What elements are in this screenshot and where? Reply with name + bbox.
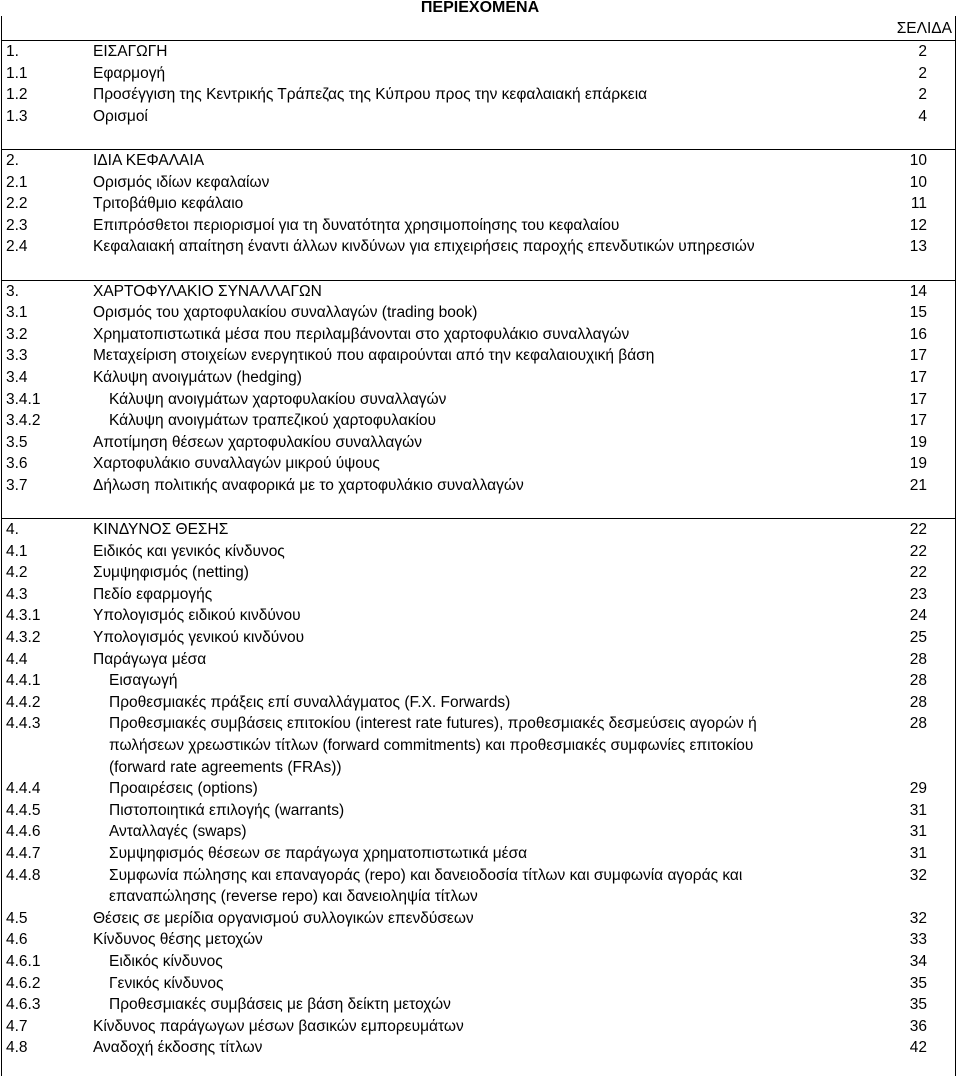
toc-entry-number: 3.5 xyxy=(6,433,28,451)
toc-entry-number: 4.8 xyxy=(6,1039,28,1057)
toc-entry-number: 4.6 xyxy=(6,931,28,949)
toc-entry-row[interactable] xyxy=(2,453,955,475)
toc-entry-number: 3.4.1 xyxy=(6,390,41,408)
toc-entry-page: 21 xyxy=(909,476,927,494)
toc-entry-page: 33 xyxy=(909,931,927,949)
toc-entry-label: Αναδοχή έκδοσης τίτλων xyxy=(93,1039,263,1057)
toc-entry-number: 4.7 xyxy=(6,1017,28,1035)
toc-entry-number: 4.6.3 xyxy=(6,996,41,1014)
toc-entry-row[interactable] xyxy=(2,410,955,432)
toc-entry-page: 29 xyxy=(909,780,927,798)
toc-entry-page: 23 xyxy=(909,585,927,603)
toc-entry-label: Συμψηφισμός (netting) xyxy=(93,564,249,582)
toc-entry-label: Αποτίμηση θέσεων χαρτοφυλακίου συναλλαγών xyxy=(93,433,422,451)
toc-entry-number: 4.4.2 xyxy=(6,693,41,711)
toc-entry-label: Κίνδυνος παράγωγων μέσων βασικών εμπορευμάτων xyxy=(93,1017,464,1035)
toc-entry-number: 4.4.1 xyxy=(6,672,41,690)
toc-entry-row[interactable] xyxy=(2,215,955,237)
toc-entry-label: Δήλωση πολιτικής αναφορικά με το χαρτοφυλάκιο συναλλαγών xyxy=(93,476,524,494)
toc-entry-row[interactable] xyxy=(2,562,955,584)
toc-entry-row[interactable] xyxy=(2,670,955,692)
toc-entry-row[interactable] xyxy=(2,951,955,973)
toc-entry-page: 16 xyxy=(909,325,927,343)
toc-entry-row[interactable] xyxy=(2,605,955,627)
toc-entry-page: 36 xyxy=(909,1017,927,1035)
toc-entry-row[interactable] xyxy=(2,713,955,778)
toc-entry-label: Προθεσμιακές συμβάσεις με βάση δείκτη μετοχών xyxy=(109,996,451,1014)
toc-entry-label: Ορισμοί xyxy=(93,107,148,125)
toc-entry-page: 19 xyxy=(909,455,927,473)
toc-entry-row[interactable] xyxy=(2,432,955,454)
toc-entry-label: Χρηματοπιστωτικά μέσα που περιλαμβάνονται στο χαρτοφυλάκιο συναλλαγών xyxy=(93,325,630,343)
toc-entry-number: 3.3 xyxy=(6,347,28,365)
toc-entry-label: ΚΙΝΔΥΝΟΣ ΘΕΣΗΣ xyxy=(93,521,229,539)
toc-entry-number: 1.2 xyxy=(6,86,28,104)
toc-entry-row[interactable] xyxy=(2,584,955,606)
toc-entry-row[interactable] xyxy=(2,994,955,1016)
toc-entry-number: 4.5 xyxy=(6,909,28,927)
toc-entry-page: 32 xyxy=(909,909,927,927)
toc-entry-row[interactable] xyxy=(2,843,955,865)
toc-entry-page: 25 xyxy=(909,629,927,647)
toc-entry-row[interactable] xyxy=(2,649,955,671)
toc-entry-number: 4.1 xyxy=(6,542,28,560)
page-column-header: ΣΕΛΙΔΑ xyxy=(896,20,952,37)
toc-entry-page: 2 xyxy=(918,43,927,60)
toc-entry-page: 12 xyxy=(909,216,927,234)
toc-entry-page: 17 xyxy=(909,347,927,365)
toc-entry-row[interactable] xyxy=(2,84,955,106)
toc-entry-label: Προσέγγιση της Κεντρικής Τράπεζας της Κύπρου προς την κεφαλαιακή επάρκεια xyxy=(93,86,648,104)
toc-entry-row[interactable] xyxy=(2,236,955,258)
toc-entry-number: 2.2 xyxy=(6,195,28,213)
toc-entry-page: 31 xyxy=(909,823,927,841)
toc-entry-page: 2 xyxy=(918,64,927,82)
toc-entry-number: 2.3 xyxy=(6,216,28,234)
toc-entry-page: 42 xyxy=(909,1039,927,1057)
toc-entry-page: 10 xyxy=(909,151,927,169)
toc-entry-label: Προαιρέσεις (options) xyxy=(109,780,258,798)
toc-entry-row[interactable] xyxy=(2,324,955,346)
toc-entry-number: 1.3 xyxy=(6,107,28,125)
toc-entry-number: 4.4.4 xyxy=(6,780,41,798)
toc-entry-number: 4.4 xyxy=(6,650,28,668)
toc-entry-row[interactable] xyxy=(2,1016,955,1038)
toc-entry-page: 35 xyxy=(909,996,927,1014)
toc-entry-label: Εφαρμογή xyxy=(93,64,166,82)
toc-entry-number: 3.6 xyxy=(6,455,28,473)
toc-entry-page: 22 xyxy=(909,521,927,539)
toc-entry-row[interactable] xyxy=(2,63,955,85)
toc-entry-page: 17 xyxy=(909,412,927,430)
toc-entry-page: 31 xyxy=(909,801,927,819)
toc-entry-row[interactable] xyxy=(2,865,955,908)
toc-entry-label: Εισαγωγή xyxy=(109,672,178,690)
toc-gap xyxy=(2,258,955,280)
toc-entry-label: Ειδικός κίνδυνος xyxy=(109,952,223,970)
toc-entry-label: Πιστοποιητικά επιλογής (warrants) xyxy=(109,801,345,819)
toc-section-row[interactable] xyxy=(2,149,955,172)
toc-entry-label: Κάλυψη ανοιγμάτων τραπεζικού χαρτοφυλακίου xyxy=(109,412,436,430)
toc-entry-number: 4.4.7 xyxy=(6,844,41,862)
toc-entry-page: 17 xyxy=(909,368,927,386)
toc-entry-page: 10 xyxy=(909,173,927,191)
toc-entry-page: 15 xyxy=(909,304,927,322)
toc-section-row[interactable] xyxy=(2,40,955,63)
toc-entry-label: Ορισμός του χαρτοφυλακίου συναλλαγών (trading book) xyxy=(93,304,478,322)
toc-entry-row[interactable] xyxy=(2,541,955,563)
toc-entry-row[interactable] xyxy=(2,800,955,822)
toc-entry-page: 31 xyxy=(909,844,927,862)
toc-entry-row[interactable] xyxy=(2,1037,955,1059)
toc-entry-row[interactable] xyxy=(2,367,955,389)
toc-entry-row[interactable] xyxy=(2,692,955,714)
toc-entry-label: Υπολογισμός γενικού κινδύνου xyxy=(93,629,305,647)
toc-entry-label: ΧΑΡΤΟΦΥΛΑΚΙΟ ΣΥΝΑΛΛΑΓΩΝ xyxy=(93,282,322,300)
toc-entry-page: 22 xyxy=(909,542,927,560)
toc-entry-page: 28 xyxy=(909,715,927,733)
toc-entry-page: 17 xyxy=(909,390,927,408)
toc-entry-number: 3.4.2 xyxy=(6,412,41,430)
toc-entry-label: Προθεσμιακές πράξεις επί συναλλάγματος (F.X. Forwards) xyxy=(109,693,511,711)
toc-entry-label: Παράγωγα μέσα xyxy=(93,650,207,668)
toc-entry-row[interactable] xyxy=(2,929,955,951)
toc-entry-page: 11 xyxy=(910,195,927,213)
toc-entry-label: Κεφαλαιακή απαίτηση έναντι άλλων κινδύνων για επιχειρήσεις παροχής επενδυτικών υπηρεσιών xyxy=(93,238,755,256)
toc-entry-row[interactable] xyxy=(2,302,955,324)
toc-entry-number: 4.4.3 xyxy=(6,715,41,733)
toc-entry-number: 3.7 xyxy=(6,476,28,494)
toc-entry-number: 2. xyxy=(6,151,19,169)
toc-entry-row[interactable] xyxy=(2,973,955,995)
toc-gap xyxy=(2,496,955,518)
toc-entry-label: Κάλυψη ανοιγμάτων χαρτοφυλακίου συναλλαγών xyxy=(109,390,447,408)
toc-entry-row[interactable] xyxy=(2,627,955,649)
toc-entry-label: ΙΔΙΑ ΚΕΦΑΛΑΙΑ xyxy=(93,151,205,169)
toc-entry-label: Ανταλλαγές (swaps) xyxy=(109,823,247,841)
toc-entry-label: Τριτοβάθμιο κεφάλαιο xyxy=(93,195,244,213)
table-of-contents xyxy=(2,40,955,1059)
toc-entry-number: 1. xyxy=(6,43,19,60)
toc-entry-label: Κάλυψη ανοιγμάτων (hedging) xyxy=(93,368,302,386)
toc-entry-row[interactable] xyxy=(2,193,955,215)
toc-entry-label: Συμφωνία πώλησης και επαναγοράς (repo) και δανειοδοσία τίτλων και συμφωνία αγοράς και επαναπώλησης (reverse repo) και δανειοληψία τίτλων xyxy=(109,866,743,906)
toc-entry-label: Ορισμός ιδίων κεφαλαίων xyxy=(93,173,270,191)
toc-entry-page: 32 xyxy=(909,866,927,884)
toc-entry-number: 4.6.1 xyxy=(6,952,41,970)
toc-entry-row[interactable] xyxy=(2,778,955,800)
toc-entry-label: Ειδικός και γενικός κίνδυνος xyxy=(93,542,285,560)
toc-entry-label: ΕΙΣΑΓΩΓΗ xyxy=(93,43,168,60)
toc-entry-label: Υπολογισμός ειδικού κινδύνου xyxy=(93,607,301,625)
toc-entry-number: 4.4.6 xyxy=(6,823,41,841)
toc-entry-page: 28 xyxy=(909,650,927,668)
toc-entry-label: Γενικός κίνδυνος xyxy=(109,974,224,992)
toc-entry-number: 2.1 xyxy=(6,173,28,191)
toc-entry-page: 2 xyxy=(918,86,927,104)
toc-entry-page: 4 xyxy=(918,107,927,125)
toc-entry-page: 35 xyxy=(909,974,927,992)
toc-entry-page: 19 xyxy=(909,433,927,451)
toc-entry-page: 14 xyxy=(909,282,927,300)
toc-entry-number: 4.4.5 xyxy=(6,801,41,819)
toc-gap xyxy=(2,127,955,149)
toc-entry-label: Μεταχείριση στοιχείων ενεργητικού που αφαιρούνται από την κεφαλαιουχική βάση xyxy=(93,347,655,365)
toc-entry-number: 4.6.2 xyxy=(6,974,41,992)
toc-entry-label: Χαρτοφυλάκιο συναλλαγών μικρού ύψους xyxy=(93,455,380,473)
toc-entry-label: Επιπρόσθετοι περιορισμοί για τη δυνατότητα χρησιμοποίησης του κεφαλαίου xyxy=(93,216,620,234)
toc-entry-number: 3. xyxy=(6,282,19,300)
toc-entry-number: 2.4 xyxy=(6,238,28,256)
toc-section-row[interactable] xyxy=(2,280,955,303)
toc-entry-page: 34 xyxy=(909,952,927,970)
toc-entry-label: Πεδίο εφαρμογής xyxy=(93,585,213,603)
toc-section-row[interactable] xyxy=(2,518,955,541)
toc-entry-number: 4.3.1 xyxy=(6,607,41,625)
toc-entry-number: 4.4.8 xyxy=(6,866,41,884)
toc-entry-page: 28 xyxy=(909,672,927,690)
toc-entry-number: 1.1 xyxy=(6,64,28,82)
toc-entry-number: 3.4 xyxy=(6,368,28,386)
toc-entry-number: 3.2 xyxy=(6,325,28,343)
toc-entry-number: 4.3.2 xyxy=(6,629,41,647)
toc-entry-page: 24 xyxy=(909,607,927,625)
toc-entry-row[interactable] xyxy=(2,106,955,128)
toc-entry-number: 3.1 xyxy=(6,304,28,322)
toc-entry-row[interactable] xyxy=(2,908,955,930)
toc-entry-number: 4.3 xyxy=(6,585,28,603)
toc-entry-page: 28 xyxy=(909,693,927,711)
toc-entry-row[interactable] xyxy=(2,389,955,411)
toc-entry-label: Θέσεις σε μερίδια οργανισμού συλλογικών επενδύσεων xyxy=(93,909,474,927)
toc-entry-number: 4. xyxy=(6,521,19,539)
toc-entry-number: 4.2 xyxy=(6,564,28,582)
toc-entry-row[interactable] xyxy=(2,821,955,843)
toc-entry-row[interactable] xyxy=(2,172,955,194)
toc-entry-row[interactable] xyxy=(2,475,955,497)
toc-entry-row[interactable] xyxy=(2,345,955,367)
toc-entry-label: Συμψηφισμός θέσεων σε παράγωγα χρηματοπιστωτικά μέσα xyxy=(109,844,528,862)
toc-entry-label: Κίνδυνος θέσης μετοχών xyxy=(93,931,263,949)
toc-entry-page: 22 xyxy=(909,564,927,582)
toc-entry-label: Προθεσμιακές συμβάσεις επιτοκίου (interest rate futures), προθεσμιακές δεσμεύσεις αγορών ή πωλήσεων χρεωστικών τίτλων (forward commitments) και προθεσμιακές συμφωνίες επιτοκίου (forward rate agreements (FRAs)) xyxy=(109,715,757,776)
page-title: ΠΕΡΙΕΧΟΜΕΝΑ xyxy=(420,0,540,16)
toc-entry-page: 13 xyxy=(909,238,927,256)
